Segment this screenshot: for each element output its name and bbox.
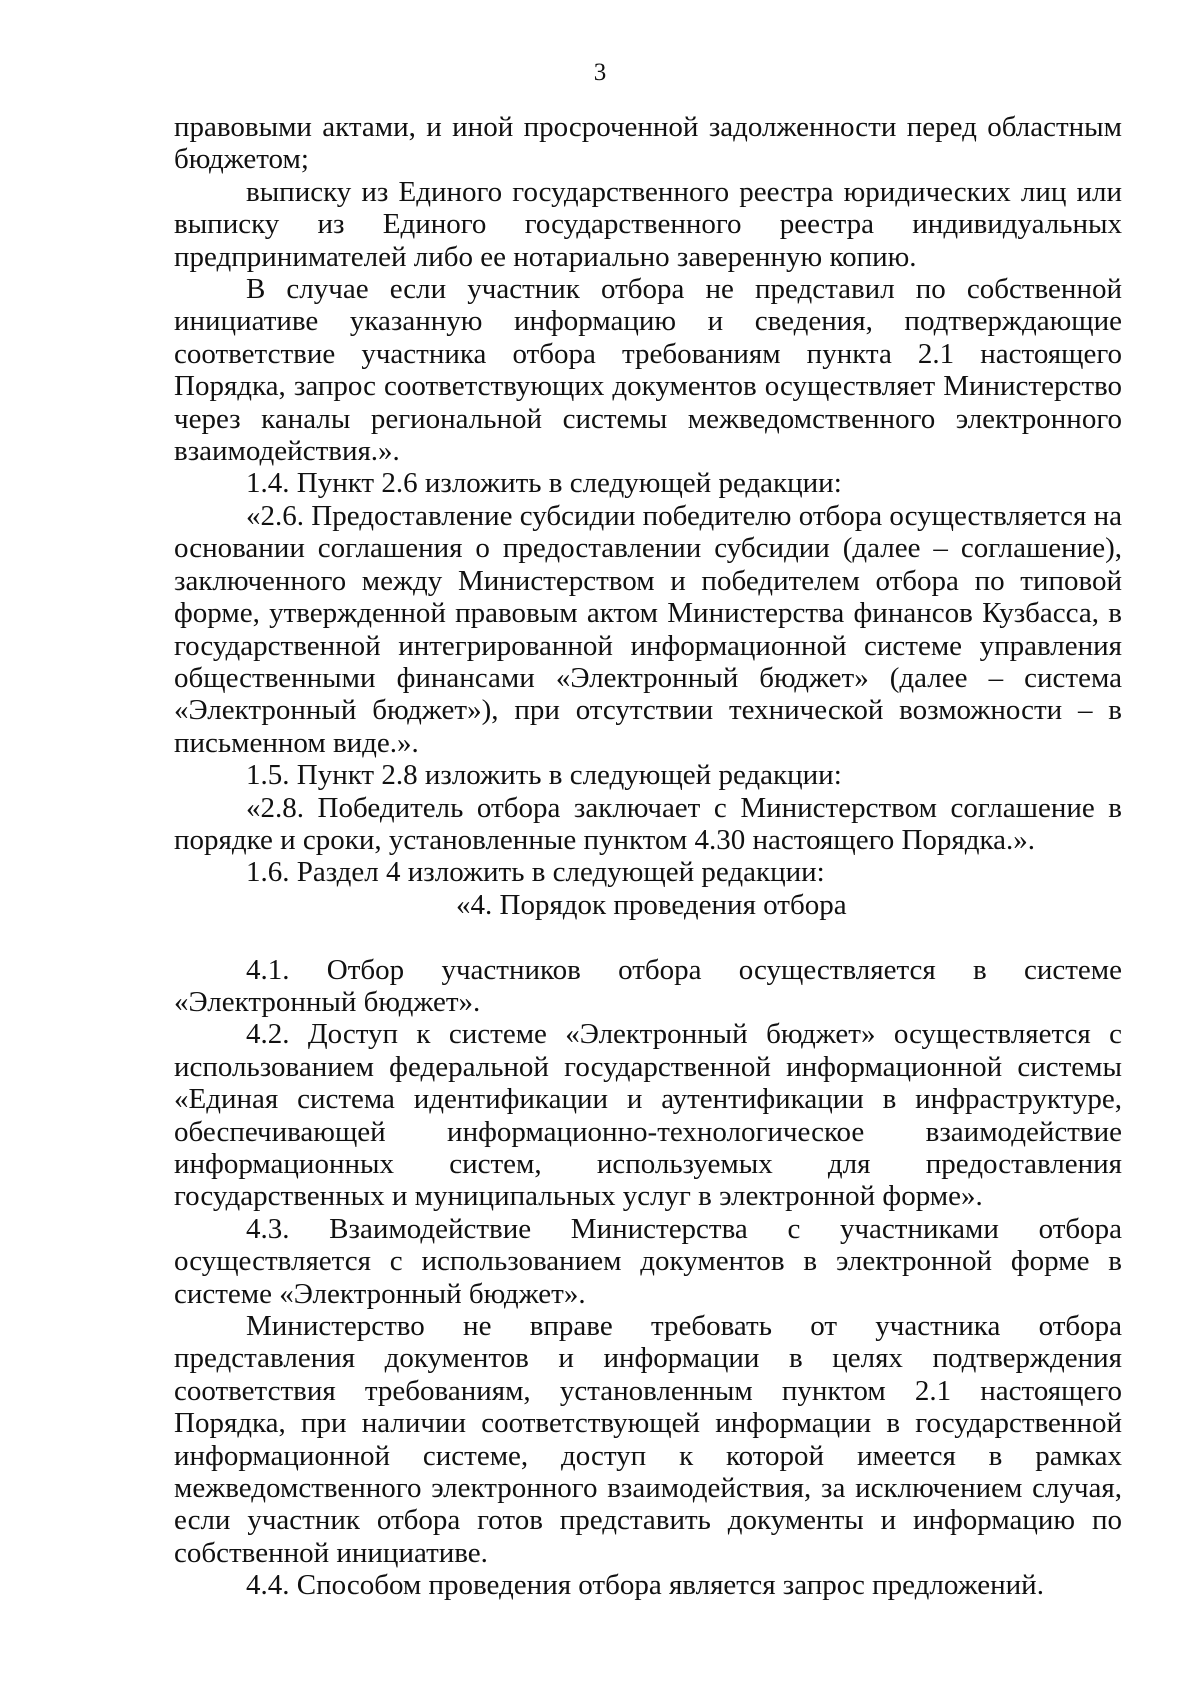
paragraph-clause-4-3: 4.3. Взаимодействие Министерства с участниками отбора осуществляется с использованием документов в электронной форме в системе «Электронный бюджет». bbox=[174, 1212, 1122, 1310]
paragraph-clause-4-1: 4.1. Отбор участников отбора осуществляется в системе «Электронный бюджет». bbox=[174, 953, 1122, 1018]
paragraph-clause-4-2: 4.2. Доступ к системе «Электронный бюджет» осуществляется с использованием федеральной государственной информационной системы «Единая система идентификации и аутентификации в инфраструктуре, обеспечивающей информационно-технологическое взаимодействие информационных систем, используемых для предоставления государственных и муниципальных услуг в электронной форме». bbox=[174, 1018, 1122, 1213]
paragraph-clause-2-8: «2.8. Победитель отбора заключает с Министерством соглашение в порядке и сроки, установленные пунктом 4.30 настоящего Порядка.». bbox=[174, 791, 1122, 856]
document-body bbox=[174, 111, 1122, 1602]
page-number: 3 bbox=[593, 59, 607, 86]
paragraph-clause-2-6: «2.6. Предоставление субсидии победителю отбора осуществляется на основании соглашения о предоставлении субсидии (далее – соглашение), заключенного между Министерством и победителем отбора по типовой форме, утвержденной правовым актом Министерства финансов Кузбасса, в государственной интегрированной информационной системе управления общественными финансами «Электронный бюджет» (далее – система «Электронный бюджет»), при отсутствии технической возможности – в письменном виде.». bbox=[174, 499, 1122, 759]
paragraph-item-1-5: 1.5. Пункт 2.8 изложить в следующей редакции: bbox=[246, 759, 842, 792]
paragraph-continuation: правовыми актами, и иной просроченной задолженности перед областным бюджетом; bbox=[174, 111, 1122, 176]
paragraph-item-1-6: 1.6. Раздел 4 изложить в следующей редакции: bbox=[246, 856, 825, 889]
blank-line bbox=[174, 921, 1122, 953]
paragraph-item-1-4: 1.4. Пункт 2.6 изложить в следующей редакции: bbox=[246, 467, 842, 500]
section-heading: «4. Порядок проведения отбора bbox=[456, 888, 847, 921]
paragraph-request-documents: В случае если участник отбора не представил по собственной инициативе указанную информацию и сведения, подтверждающие соответствие участника отбора требованиям пункта 2.1 настоящего Порядка, запрос соответствующих документов осуществляет Министерство через каналы региональной системы межведомственного электронного взаимодействия.». bbox=[174, 273, 1122, 468]
paragraph-ministry-restriction: Министерство не вправе требовать от участника отбора представления документов и информации в целях подтверждения соответствия требованиям, установленным пунктом 2.1 настоящего Порядка, при наличии соответствующей информации в государственной информационной системе, доступ к которой имеется в рамках межведомственного электронного взаимодействия, за исключением случая, если участник отбора готов представить документы и информацию по собственной инициативе. bbox=[174, 1310, 1122, 1569]
paragraph-clause-4-4: 4.4. Способом проведения отбора является запрос предложений. bbox=[246, 1569, 1044, 1602]
paragraph-egrul-extract: выписку из Единого государственного реестра юридических лиц или выписку из Единого государственного реестра индивидуальных предпринимателей либо ее нотариально заверенную копию. bbox=[174, 175, 1122, 273]
